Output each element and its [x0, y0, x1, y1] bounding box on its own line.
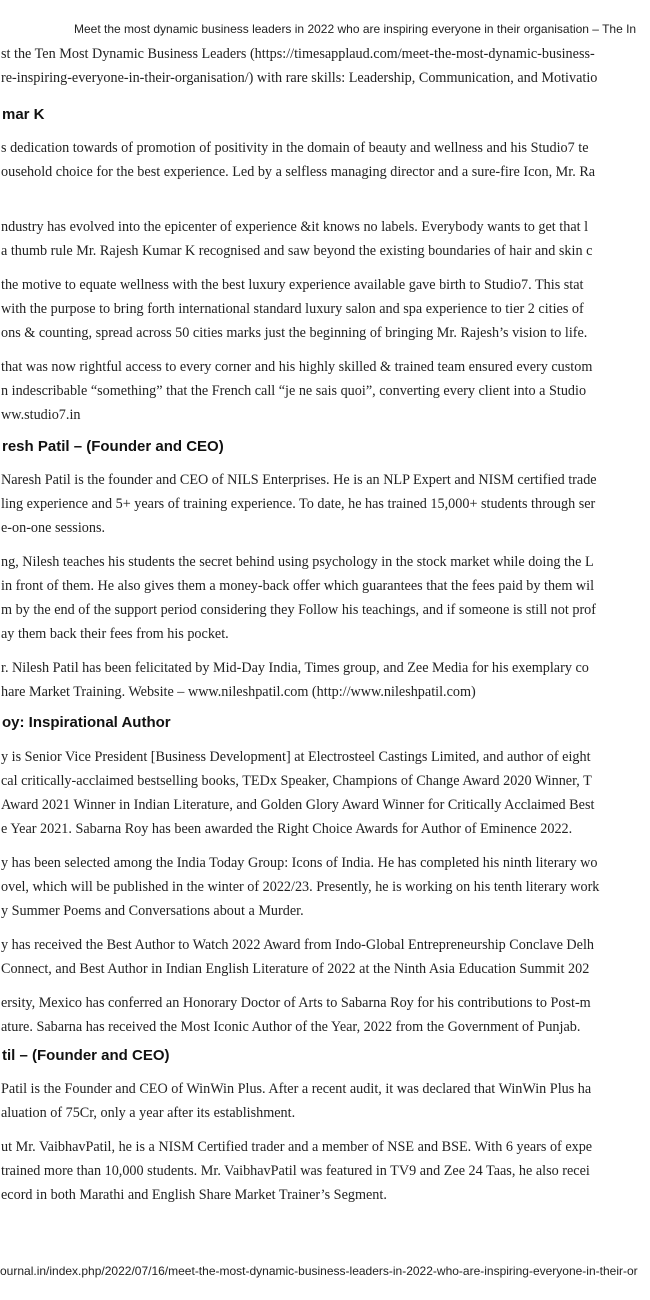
paragraph-line: ecord in both Marathi and English Share Market Trainer’s Segment.: [1, 1187, 387, 1203]
section-heading-rajesh: mar K: [2, 106, 45, 123]
paragraph-line: y has received the Best Author to Watch 2022 Award from Indo-Global Entrepreneurship Conclave Delh: [1, 937, 595, 953]
paragraph-line: cal critically-acclaimed bestselling books, TEDx Speaker, Champions of Change Award 2020 Winner, T: [1, 773, 592, 789]
paragraph-line: ww.studio7.in: [1, 407, 81, 423]
paragraph-line: ousehold choice for the best experience. Led by a selfless managing director and a sure-fire Icon, Mr. Ra: [1, 164, 596, 180]
section-heading-vaibhav: til – (Founder and CEO): [2, 1047, 170, 1064]
paragraph-line: in front of them. He also gives them a money-back offer which guarantees that the fees paid by them wil: [1, 578, 595, 594]
paragraph-line: ling experience and 5+ years of training experience. To date, he has trained 15,000+ students through ser: [1, 496, 596, 512]
paragraph-line: hare Market Training. Website – www.nileshpatil.com (http://www.nileshpatil.com): [1, 684, 476, 700]
paragraph-line: Award 2021 Winner in Indian Literature, and Golden Glory Award Winner for Critically Acclaimed Best: [1, 797, 595, 813]
paragraph-line: trained more than 10,000 students. Mr. VaibhavPatil was featured in TV9 and Zee 24 Taas, he also recei: [1, 1163, 590, 1179]
paragraph-line: ng, Nilesh teaches his students the secret behind using psychology in the stock market while doing the L: [1, 554, 594, 570]
paragraph-line: Patil is the Founder and CEO of WinWin Plus. After a recent audit, it was declared that WinWin Plus ha: [1, 1081, 592, 1097]
paragraph-line: y is Senior Vice President [Business Development] at Electrosteel Castings Limited, and author of eight: [1, 749, 591, 765]
paragraph-line: ndustry has evolved into the epicenter of experience &it knows no labels. Everybody wants to get that l: [1, 219, 589, 235]
paragraph-line: n indescribable “something” that the French call “je ne sais quoi”, converting every client into a Studio: [1, 383, 587, 399]
paragraph-line: aluation of 75Cr, only a year after its establishment.: [1, 1105, 296, 1121]
paragraph-line: ovel, which will be published in the winter of 2022/23. Presently, he is working on his tenth literary work: [1, 879, 600, 895]
paragraph-line: r. Nilesh Patil has been felicitated by Mid-Day India, Times group, and Zee Media for his exemplary co: [1, 660, 589, 676]
page-footer-url: ournal.in/index.php/2022/07/16/meet-the-most-dynamic-business-leaders-in-2022-who-are-inspiring-everyone-in-their-or: [0, 1264, 638, 1278]
section-heading-sabarna: oy: Inspirational Author: [2, 714, 171, 731]
paragraph-line: s dedication towards of promotion of positivity in the domain of beauty and wellness and his Studio7 te: [1, 140, 589, 156]
paragraph-line: ay them back their fees from his pocket.: [1, 626, 229, 642]
paragraph-line: ut Mr. VaibhavPatil, he is a NISM Certified trader and a member of NSE and BSE. With 6 years of expe: [1, 1139, 593, 1155]
paragraph-line: that was now rightful access to every corner and his highly skilled & trained team ensured every custom: [1, 359, 593, 375]
intro-line: re-inspiring-everyone-in-their-organisation/) with rare skills: Leadership, Communication, and Motivatio: [1, 70, 598, 86]
page-header-title: Meet the most dynamic business leaders in 2022 who are inspiring everyone in their organisation – The In: [74, 22, 637, 36]
paragraph-line: e-on-one sessions.: [1, 520, 106, 536]
intro-line: st the Ten Most Dynamic Business Leaders (https://timesapplaud.com/meet-the-most-dynamic-business-: [1, 46, 595, 62]
paragraph-line: ersity, Mexico has conferred an Honorary Doctor of Arts to Sabarna Roy for his contributions to Post-m: [1, 995, 591, 1011]
paragraph-line: the motive to equate wellness with the best luxury experience available gave birth to Studio7. This stat: [1, 277, 584, 293]
paragraph-line: ons & counting, spread across 50 cities marks just the beginning of bringing Mr. Rajesh’s vision to life.: [1, 325, 588, 341]
paragraph-line: with the purpose to bring forth international standard luxury salon and spa experience to tier 2 cities of: [1, 301, 584, 317]
paragraph-line: ature. Sabarna has received the Most Iconic Author of the Year, 2022 from the Government of Punjab.: [1, 1019, 581, 1035]
paragraph-line: a thumb rule Mr. Rajesh Kumar K recognised and saw beyond the existing boundaries of hair and skin c: [1, 243, 593, 259]
paragraph-line: Naresh Patil is the founder and CEO of NILS Enterprises. He is an NLP Expert and NISM certified trade: [1, 472, 597, 488]
paragraph-line: y Summer Poems and Conversations about a Murder.: [1, 903, 304, 919]
paragraph-line: m by the end of the support period considering they Follow his teachings, and if someone is still not prof: [1, 602, 596, 618]
paragraph-line: e Year 2021. Sabarna Roy has been awarded the Right Choice Awards for Author of Eminence 2022.: [1, 821, 573, 837]
paragraph-line: y has been selected among the India Today Group: Icons of India. He has completed his ninth literary wo: [1, 855, 598, 871]
paragraph-line: Connect, and Best Author in Indian English Literature of 2022 at the Ninth Asia Education Summit 202: [1, 961, 590, 977]
section-heading-nilesh: resh Patil – (Founder and CEO): [2, 438, 224, 455]
